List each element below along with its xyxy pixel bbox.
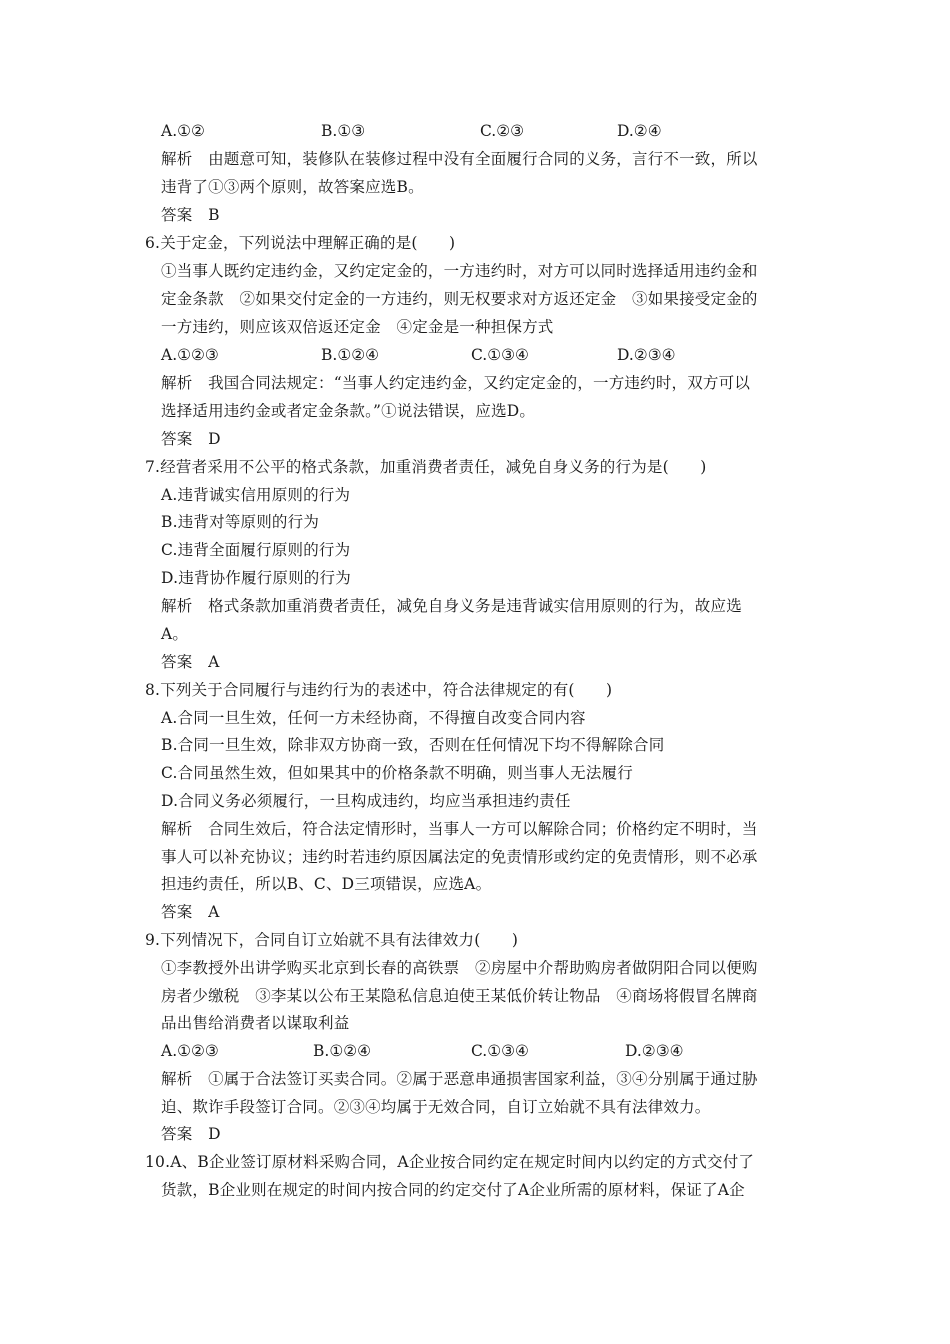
q6-body-line: 定金条款 ②如果交付定金的一方违约，则无权要求对方返还定金 ③如果接受定金的 xyxy=(161,290,758,308)
q7-answer: 答案 A xyxy=(161,653,220,671)
q9-body-line: ①李教授外出讲学购买北京到长春的高铁票 ②房屋中介帮助购房者做阴阳合同以便购 xyxy=(161,959,758,977)
q9-option-d: D.②③④ xyxy=(625,1042,684,1060)
q7-analysis-line: A。 xyxy=(161,625,189,643)
q8-option-a: A.合同一旦生效，任何一方未经协商，不得擅自改变合同内容 xyxy=(161,709,586,727)
q5-analysis-line: 解析 由题意可知，装修队在装修过程中没有全面履行合同的义务，言行不一致，所以 xyxy=(161,150,758,168)
q6-option-b: B.①②④ xyxy=(321,346,380,364)
q9-option-b: B.①②④ xyxy=(313,1042,372,1060)
q9-option-a: A.①②③ xyxy=(161,1042,219,1060)
q9-body-line: 房者少缴税 ③李某以公布王某隐私信息迫使王某低价转让物品 ④商场将假冒名牌商 xyxy=(161,987,758,1005)
q10-stem: 10.A、B企业签订原材料采购合同，A企业按合同约定在规定时间内以约定的方式交付了 xyxy=(145,1153,755,1171)
q8-analysis-line: 担违约责任，所以B、C、D三项错误，应选A。 xyxy=(161,875,492,893)
q9-answer: 答案 D xyxy=(161,1125,221,1143)
q8-option-b: B.合同一旦生效，除非双方协商一致，否则在任何情况下均不得解除合同 xyxy=(161,736,665,754)
q7-analysis-line: 解析 格式条款加重消费者责任，减免自身义务是违背诚实信用原则的行为，故应选 xyxy=(161,597,742,615)
q7-option-b: B.违背对等原则的行为 xyxy=(161,513,320,531)
q7-option-a: A.违背诚实信用原则的行为 xyxy=(161,486,351,504)
q9-stem: 9.下列情况下，合同自订立始就不具有法律效力( ) xyxy=(145,931,519,949)
q6-option-c: C.①③④ xyxy=(471,346,529,364)
q6-analysis-line: 解析 我国合同法规定：“当事人约定违约金，又约定定金的，一方违约时，双方可以 xyxy=(161,374,751,392)
q5-answer: 答案 B xyxy=(161,206,220,224)
q8-option-c: C.合同虽然生效，但如果其中的价格条款不明确，则当事人无法履行 xyxy=(161,764,633,782)
q6-stem: 6.关于定金，下列说法中理解正确的是( ) xyxy=(145,234,456,252)
q7-option-d: D.违背协作履行原则的行为 xyxy=(161,569,351,587)
q8-answer: 答案 A xyxy=(161,903,220,921)
q10-body-line: 货款，B企业则在规定的时间内按合同的约定交付了A企业所需的原材料，保证了A企 xyxy=(161,1181,745,1199)
q8-analysis-line: 事人可以补充协议；违约时若违约原因属法定的免责情形或约定的免责情形，则不必承 xyxy=(161,848,758,866)
q9-analysis-line: 解析 ①属于合法签订买卖合同。②属于恶意串通损害国家利益，③④分别属于通过胁 xyxy=(161,1070,758,1088)
q9-body-line: 品出售给消费者以谋取利益 xyxy=(161,1014,350,1032)
q5-option-a: A.①② xyxy=(161,122,205,140)
q5-option-c: C.②③ xyxy=(480,122,525,140)
q9-analysis-line: 迫、欺诈手段签订合同。②③④均属于无效合同，自订立始就不具有法律效力。 xyxy=(161,1098,711,1116)
q6-body-line: 一方违约，则应该双倍返还定金 ④定金是一种担保方式 xyxy=(161,318,554,336)
q9-option-c: C.①③④ xyxy=(471,1042,529,1060)
q7-option-c: C.违背全面履行原则的行为 xyxy=(161,541,351,559)
q6-body-line: ①当事人既约定违约金，又约定定金的，一方违约时，对方可以同时选择适用违约金和 xyxy=(161,262,758,280)
q5-option-b: B.①③ xyxy=(321,122,366,140)
q7-stem: 7.经营者采用不公平的格式条款，加重消费者责任，减免自身义务的行为是( ) xyxy=(145,458,707,476)
q8-analysis-line: 解析 合同生效后，符合法定情形时，当事人一方可以解除合同；价格约定不明时，当 xyxy=(161,820,758,838)
q6-option-a: A.①②③ xyxy=(161,346,219,364)
q8-option-d: D.合同义务必须履行，一旦构成违约，均应当承担违约责任 xyxy=(161,792,571,810)
q6-answer: 答案 D xyxy=(161,430,221,448)
q6-option-d: D.②③④ xyxy=(617,346,676,364)
q8-stem: 8.下列关于合同履行与违约行为的表述中，符合法律规定的有( ) xyxy=(145,681,613,699)
q5-option-d: D.②④ xyxy=(617,122,662,140)
q5-analysis-line: 违背了①③两个原则，故答案应选B。 xyxy=(161,178,424,196)
q6-analysis-line: 选择适用违约金或者定金条款。”①说法错误，应选D。 xyxy=(161,402,536,420)
